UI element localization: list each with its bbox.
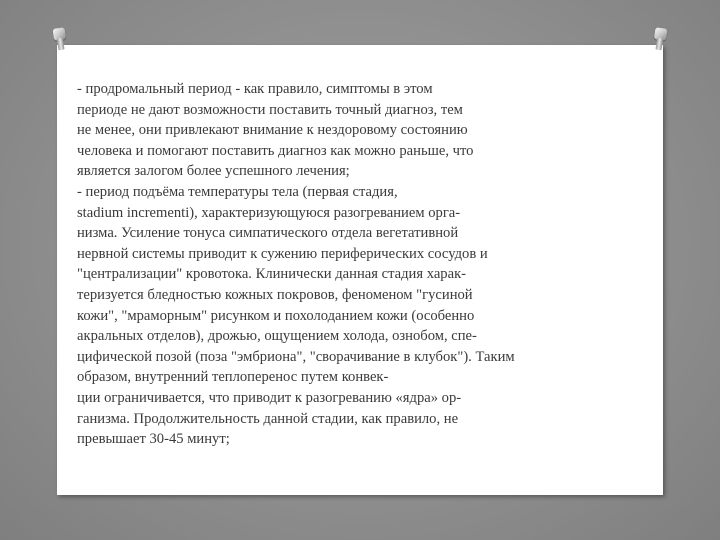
text-line: образом, внутренний теплоперенос путем конвек- — [77, 369, 389, 386]
pushpin-stem — [655, 38, 663, 51]
text-line: цифической позой (поза "эмбриона", "сворачивание в клубок"). Таким — [77, 348, 515, 365]
text-line: кожи", "мраморным" рисунком и похолоданием кожи (особенно — [77, 307, 475, 324]
text-line: теризуется бледностью кожных покровов, феноменом "гусиной — [77, 286, 473, 303]
text-line: превышает 30-45 минут; — [77, 431, 230, 448]
text-line: - период подъёма температуры тела (первая стадия, — [77, 183, 398, 200]
text-line: "централизации" кровотока. Клинически данная стадия харак- — [77, 266, 467, 283]
body-text — [77, 79, 577, 450]
text-line: ганизма. Продолжительность данной стадии, как правило, не — [77, 410, 459, 427]
text-line: низма. Усиление тонуса симпатического отдела вегетативной — [77, 225, 459, 242]
text-line: человека и помогают поставить диагноз как можно раньше, что — [77, 142, 474, 159]
text-line: является залогом более успешного лечения; — [77, 163, 350, 180]
text-line: нервной системы приводит к сужению периферических сосудов и — [77, 245, 488, 262]
text-line: не менее, они привлекают внимание к нездоровому состоянию — [77, 122, 468, 139]
text-line: акральных отделов), дрожью, ощущением холода, ознобом, спе- — [77, 328, 477, 345]
text-line: ции ограничивается, что приводит к разогреванию «ядра» ор- — [77, 389, 462, 406]
text-line: - продромальный период - как правило, симптомы в этом — [77, 81, 433, 97]
text-line: stadium incrementi), характеризующуюся разогреванием орга- — [77, 204, 461, 221]
text-line: периоде не дают возможности поставить точный диагноз, тем — [77, 101, 463, 118]
